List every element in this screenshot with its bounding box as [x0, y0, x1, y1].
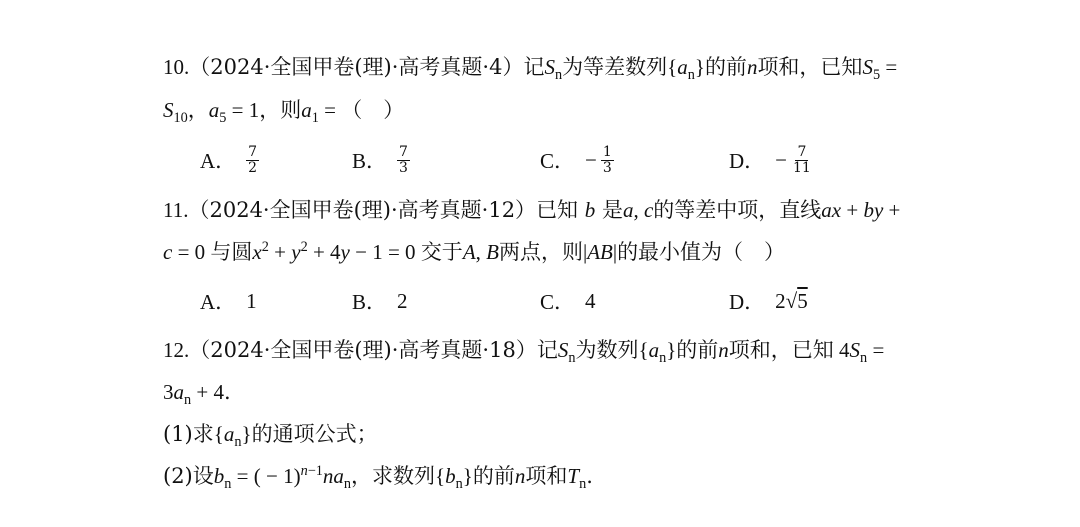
q11-option-b[interactable]: B． 2 [352, 288, 408, 314]
q11-option-d[interactable]: D． 2 √ 5 [729, 288, 808, 314]
q11-line-1: 11.（2024·全国甲卷(理)·高考真题·12）已知 b 是a, c的等差中项，直线ax + by + [163, 198, 901, 222]
fraction: $\frac{7}{2}$ [248, 143, 258, 176]
fraction: $\frac{1}{3}$ [602, 143, 612, 176]
q11-option-c[interactable]: C． 4 [540, 288, 596, 314]
q11-line-2: c = 0 与圆$x^2 + y^2 + 4y - 1 = 0$ 交于A, B两点，则|AB|的最小值为（ ） [163, 239, 786, 264]
q10-option-c[interactable]: C． − $\frac{1}{3}$ [540, 143, 612, 176]
q10-option-a[interactable]: A． $\frac{7}{2}$ [200, 143, 258, 176]
q12-source: （2024·全国甲卷(理)·高考真题·18） [189, 338, 537, 362]
sqrt-radicand: 5 [797, 288, 808, 313]
q11-number: 11. [163, 198, 189, 222]
q10-option-b[interactable]: B． $\frac{7}{3}$ [352, 143, 408, 176]
q10-source: （2024·全国甲卷(理)·高考真题·4） [189, 55, 524, 79]
q12-number: 12. [163, 338, 190, 362]
q10-line-1: 10.（2024·全国甲卷(理)·高考真题·4）记$S_n$为等差数列$\{a_n\}$的前n项和，已知$S_5$ = [163, 55, 898, 84]
q11-source: （2024·全国甲卷(理)·高考真题·12） [188, 198, 537, 222]
q10-number: 10. [163, 55, 190, 79]
q12-line-1: 12.（2024·全国甲卷(理)·高考真题·18）记$S_n$为数列$\{a_n\}$的前n项和，已知 $4S_n$ = [163, 338, 885, 367]
q10-option-d[interactable]: D． − $\frac{7}{11}$ [729, 143, 811, 176]
q10-line-2: $S_{10}$，$a_5 = 1$，则$a_1$ = （ ） [163, 98, 405, 127]
q12-part-1: (1)求$\{a_n\}$的通项公式； [163, 422, 378, 451]
q12-line-2: $3a_n + 4$. [163, 380, 231, 409]
q12-part-2: (2)设$b_n$ = ( − $1)^{n-1}na_n$，求数列$\{b_n\}$的前n项和$T_n$. [163, 463, 593, 493]
fraction: $\frac{7}{3}$ [399, 143, 408, 176]
fraction: $\frac{7}{11}$ [793, 143, 811, 176]
q11-option-a[interactable]: A． 1 [200, 288, 257, 314]
